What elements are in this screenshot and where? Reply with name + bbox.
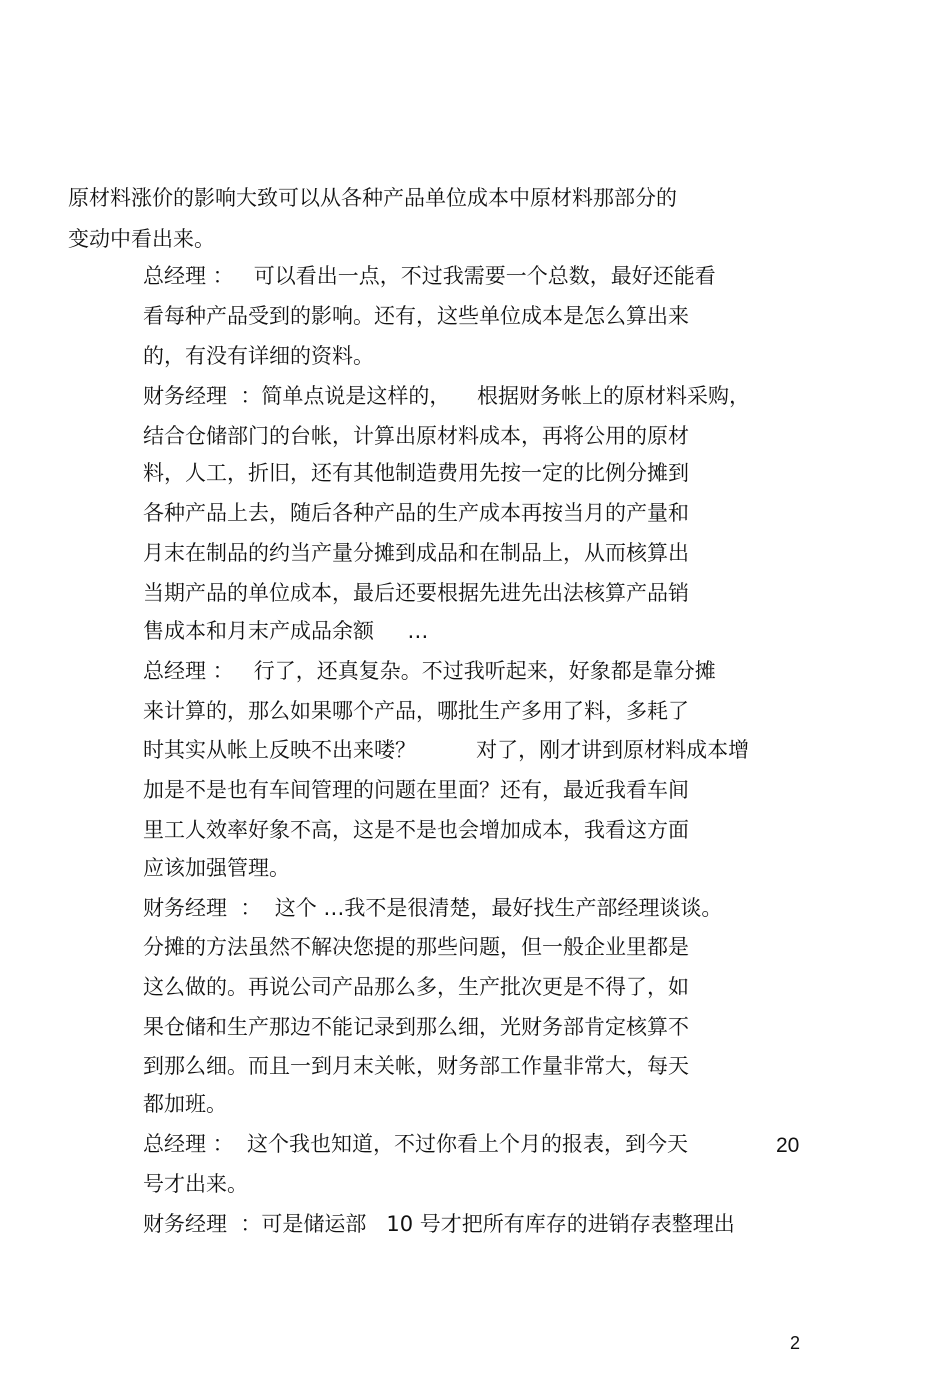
dialogue-line: 加是不是也有车间管理的问题在里面？还有，最近我看车间 <box>143 778 689 802</box>
dialogue-line: 都加班。 <box>143 1092 227 1116</box>
dialogue-line: 财务经理 ： 这个 …我不是很清楚，最好找生产部经理谈谈。 <box>143 896 723 920</box>
page-number: 2 <box>790 1333 801 1353</box>
dialogue-line: 这么做的。再说公司产品那么多，生产批次更是不得了，如 <box>143 975 689 999</box>
text-line: 原材料涨价的影响大致可以从各种产品单位成本中原材料那部分的 <box>68 186 677 210</box>
dialogue-line: 果仓储和生产那边不能记录到那么细，光财务部肯定核算不 <box>143 1015 689 1039</box>
dialogue-line: 分摊的方法虽然不解决您提的那些问题，但一般企业里都是 <box>143 935 689 959</box>
dialogue-line: 总经理 ： 行了，还真复杂。不过我听起来，好象都是靠分摊 <box>143 659 716 683</box>
dialogue-line: 总经理 ： 可以看出一点，不过我需要一个总数，最好还能看 <box>143 264 716 288</box>
dialogue-line: 月末在制品的约当产量分摊到成品和在制品上，从而核算出 <box>143 541 689 565</box>
dialogue-line: 料，人工，折旧，还有其他制造费用先按一定的比例分摊到 <box>143 461 689 485</box>
dialogue-line: 总经理 ： 这个我也知道，不过你看上个月的报表，到今天 <box>143 1132 689 1156</box>
dialogue-line: 的，有没有详细的资料。 <box>143 344 374 368</box>
dialogue-line: 当期产品的单位成本，最后还要根据先进先出法核算产品销 <box>143 581 689 605</box>
dialogue-line: 财务经理 ：可是储运部 10 号才把所有库存的进销存表整理出 <box>143 1212 735 1236</box>
dialogue-line: 号才出来。 <box>143 1172 248 1196</box>
text-line: 变动中看出来。 <box>68 227 215 251</box>
dialogue-line: 结合仓储部门的台帐，计算出原材料成本，再将公用的原材 <box>143 424 689 448</box>
dialogue-line: 财务经理 ：简单点说是这样的， 根据财务帐上的原材料采购， <box>143 384 751 408</box>
dialogue-line: 应该加强管理。 <box>143 856 290 880</box>
dialogue-line: 各种产品上去，随后各种产品的生产成本再按当月的产量和 <box>143 501 689 525</box>
dialogue-line: 看每种产品受到的影响。还有，这些单位成本是怎么算出来 <box>143 304 689 328</box>
dialogue-line: 里工人效率好象不高，这是不是也会增加成本，我看这方面 <box>143 818 689 842</box>
dialogue-line: 售成本和月末产成品余额 … <box>143 619 429 643</box>
dialogue-line: 时其实从帐上反映不出来喽？ 对了，刚才讲到原材料成本增 <box>143 738 750 762</box>
dialogue-line: 来计算的，那么如果哪个产品，哪批生产多用了料，多耗了 <box>143 699 689 723</box>
dialogue-line: 到那么细。而且一到月末关帐，财务部工作量非常大，每天 <box>143 1054 689 1078</box>
stray-number: 20 <box>776 1134 800 1157</box>
